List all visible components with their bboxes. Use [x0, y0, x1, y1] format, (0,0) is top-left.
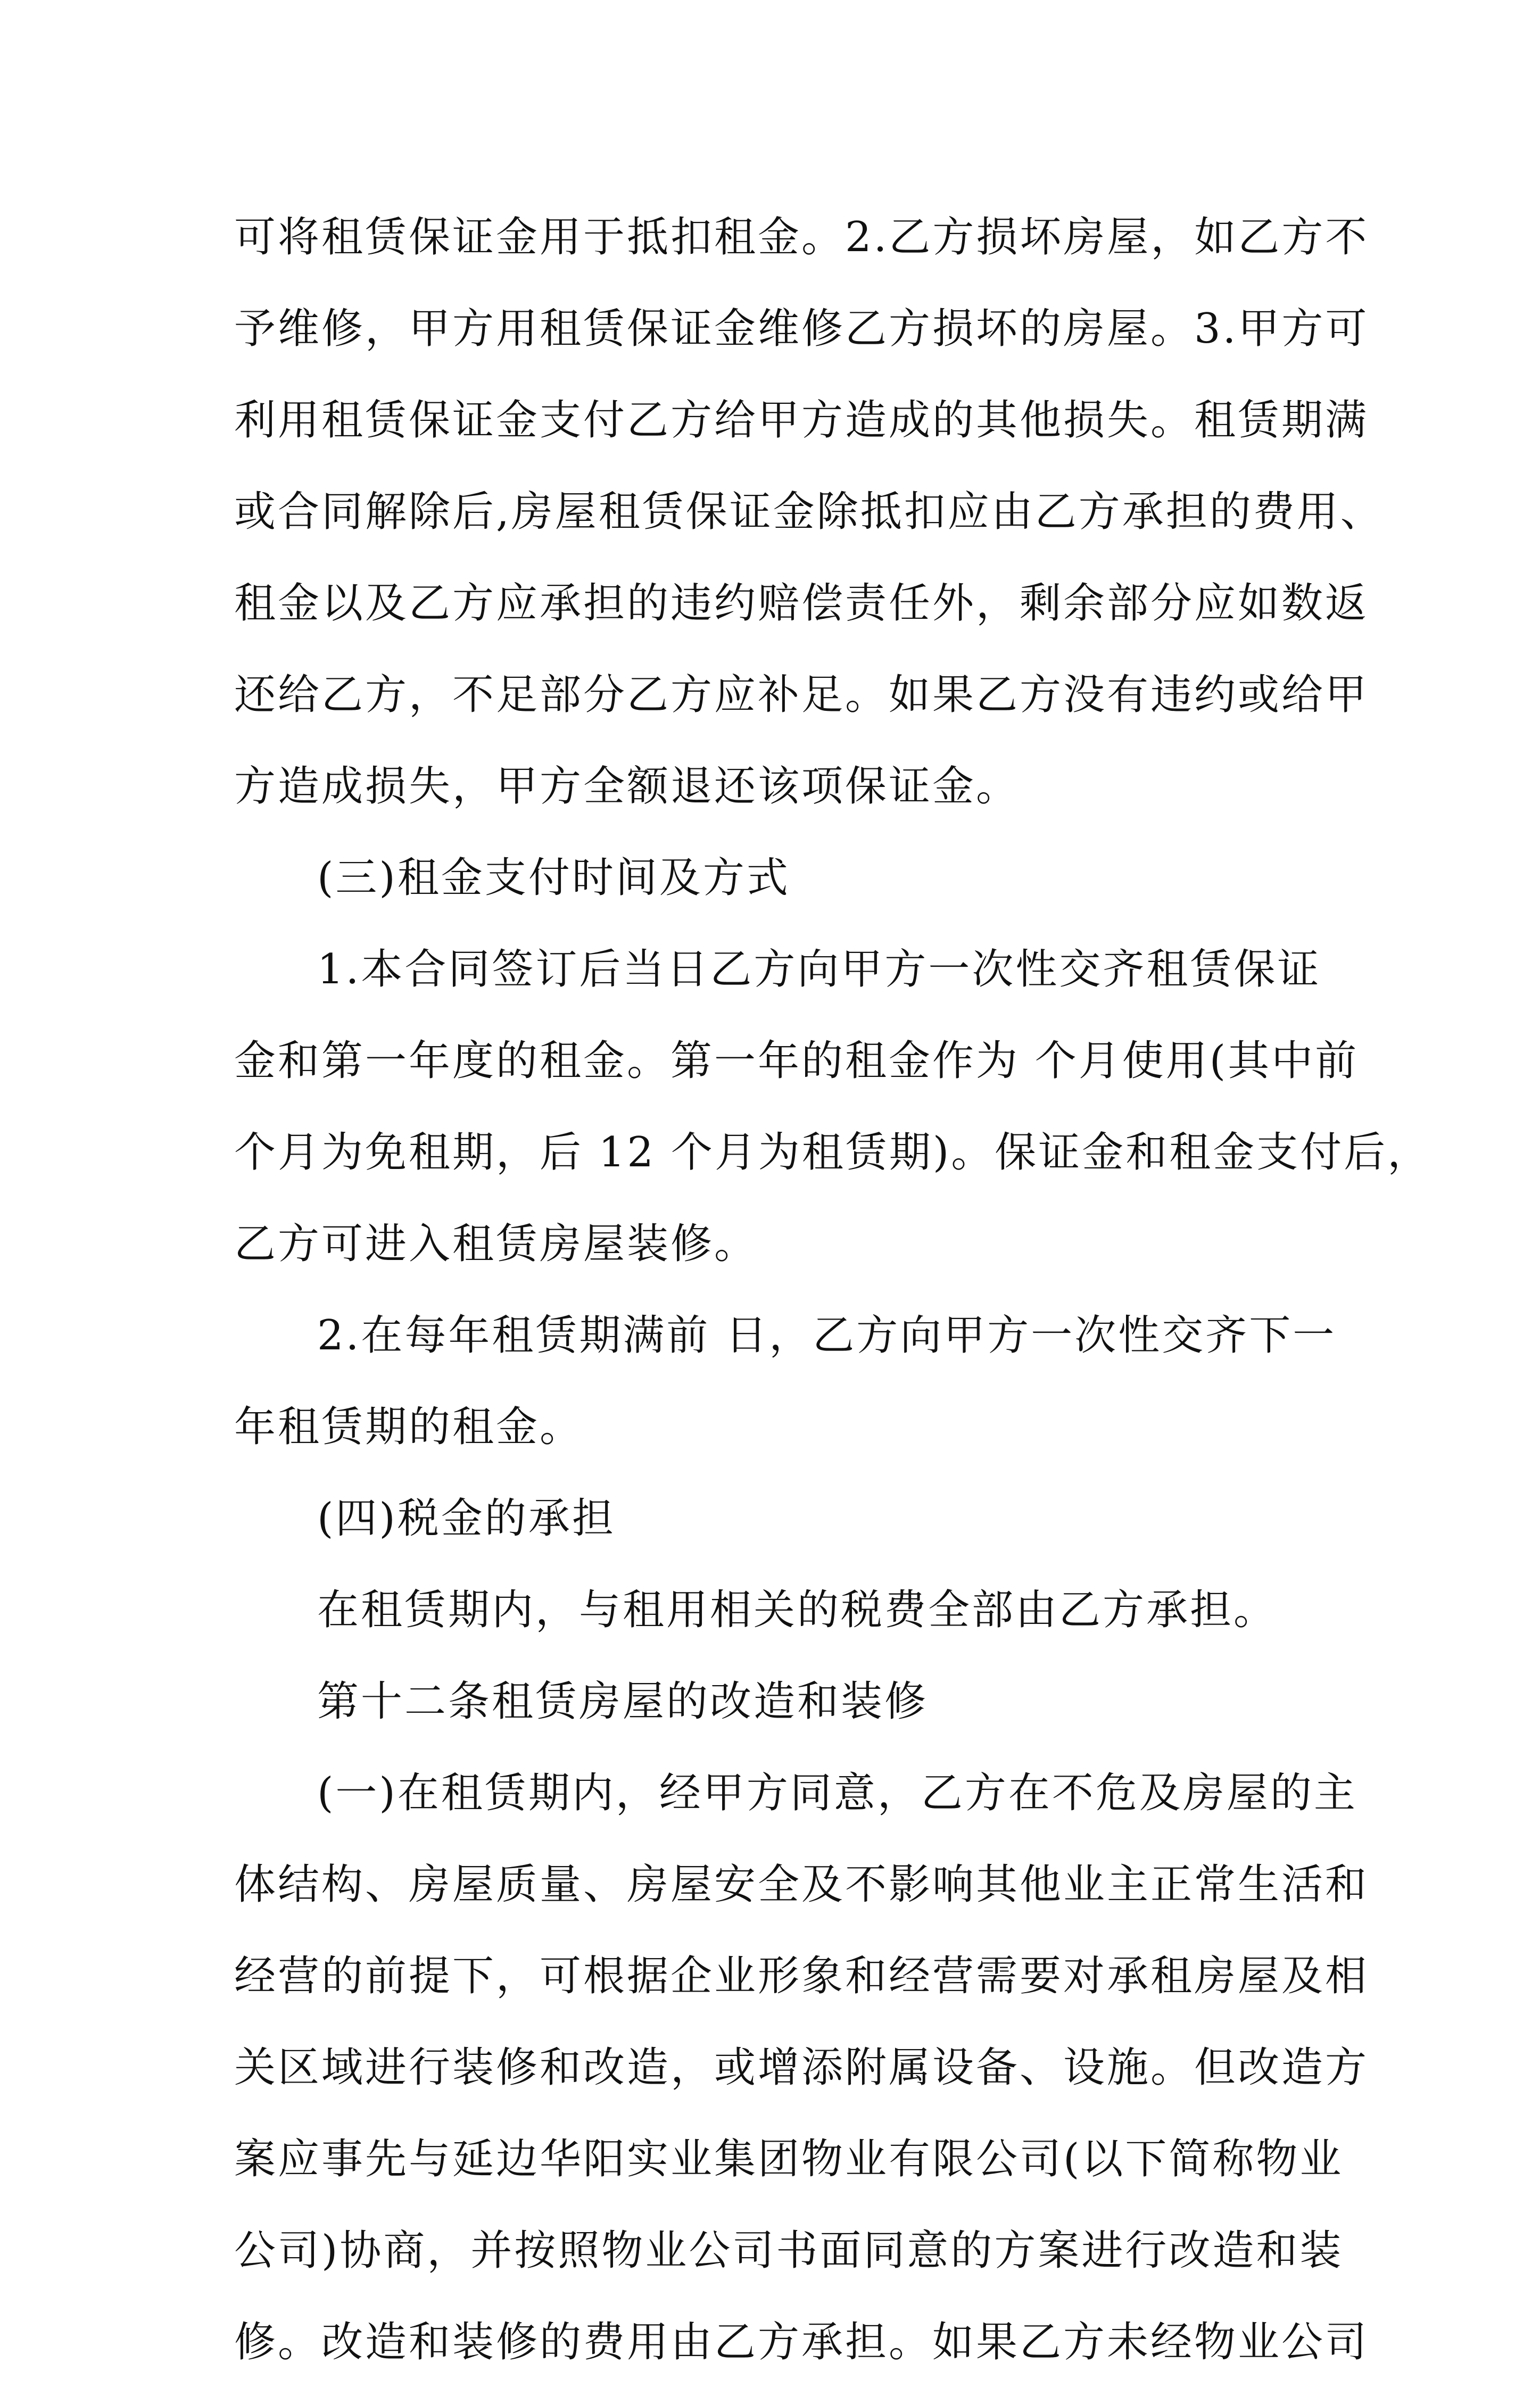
document-page	[234, 192, 1431, 2388]
text-line: 年租赁期的租金。	[234, 1403, 584, 1451]
section-heading: (三)租金支付时间及方式	[317, 854, 790, 902]
text-line: (一)在租赁期内，经甲方同意，乙方在不危及房屋的主	[317, 1769, 1357, 1817]
text-line: 利用租赁保证金支付乙方给甲方造成的其他损失。租赁期满	[234, 396, 1369, 444]
text-line: 乙方可进入租赁房屋装修。	[234, 1220, 758, 1268]
text-line: 还给乙方，不足部分乙方应补足。如果乙方没有违约或给甲	[234, 671, 1369, 719]
text-line: 案应事先与延边华阳实业集团物业有限公司(以下简称物业	[234, 2135, 1344, 2183]
text-line: 体结构、房屋质量、房屋安全及不影响其他业主正常生活和	[234, 1861, 1369, 1909]
text-line: 经营的前提下，可根据企业形象和经营需要对承租房屋及相	[234, 1952, 1369, 2000]
text-line: 或合同解除后,房屋租赁保证金除抵扣应由乙方承担的费用、	[234, 488, 1384, 536]
text-line: 公司)协商，并按照物业公司书面同意的方案进行改造和装	[234, 2227, 1344, 2275]
text-line: 个月为免租期，后 12 个月为租赁期)。保证金和租金支付后，	[234, 1129, 1431, 1176]
text-line: 租金以及乙方应承担的违约赔偿责任外，剩余部分应如数返	[234, 579, 1369, 627]
text-line: 予维修，甲方用租赁保证金维修乙方损坏的房屋。3.甲方可	[234, 305, 1369, 353]
text-line: 在租赁期内，与租用相关的税费全部由乙方承担。	[317, 1586, 1278, 1634]
article-heading: 第十二条租赁房屋的改造和装修	[317, 1678, 929, 1726]
text-line: 1.本合同签订后当日乙方向甲方一次性交齐租赁保证	[317, 946, 1321, 993]
text-line: 修。改造和装修的费用由乙方承担。如果乙方未经物业公司	[234, 2318, 1369, 2366]
text-line: 方造成损失，甲方全额退还该项保证金。	[234, 762, 1020, 810]
text-line: 金和第一年度的租金。第一年的租金作为 个月使用(其中前	[234, 1037, 1359, 1085]
text-line: 2.在每年租赁期满前 日，乙方向甲方一次性交齐下一	[317, 1312, 1337, 1359]
section-heading: (四)税金的承担	[317, 1495, 616, 1543]
text-line: 可将租赁保证金用于抵扣租金。2.乙方损坏房屋，如乙方不	[234, 213, 1369, 261]
text-line: 关区域进行装修和改造，或增添附属设备、设施。但改造方	[234, 2044, 1369, 2092]
